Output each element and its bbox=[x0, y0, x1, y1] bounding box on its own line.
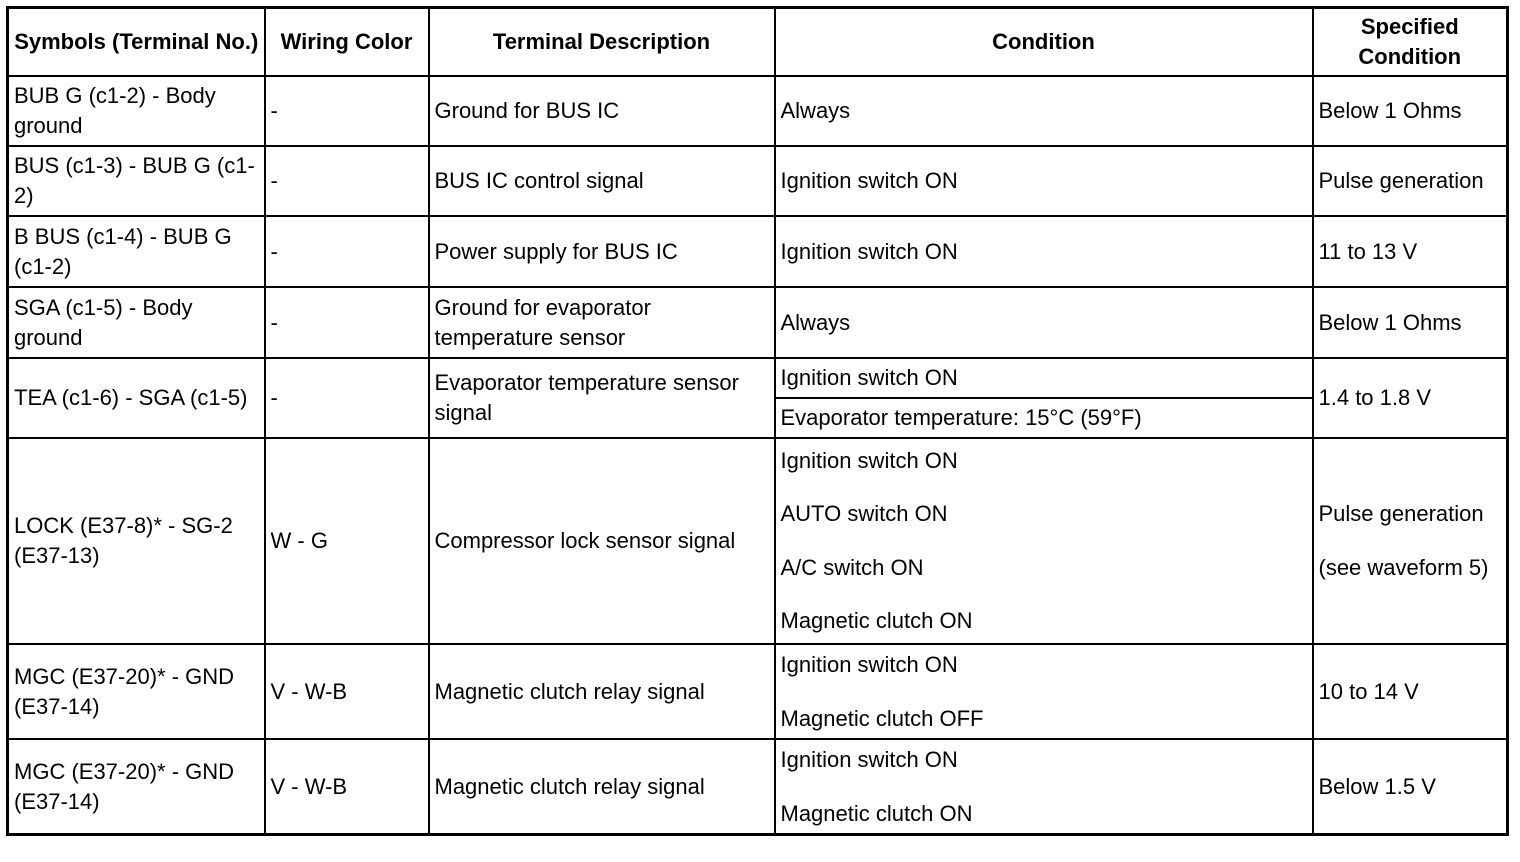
symbols-cell: TEA (c1-6) - SGA (c1-5) bbox=[8, 358, 265, 438]
condition-cell: Ignition switch ON bbox=[775, 358, 1313, 398]
description-cell: Magnetic clutch relay signal bbox=[429, 739, 775, 835]
header-symbols: Symbols (Terminal No.) bbox=[8, 8, 265, 77]
description-cell: Magnetic clutch relay signal bbox=[429, 644, 775, 739]
symbols-cell: B BUS (c1-4) - BUB G (c1-2) bbox=[8, 216, 265, 287]
condition-cell: Always bbox=[775, 76, 1313, 146]
specified-cell bbox=[1313, 438, 1508, 644]
table-row bbox=[8, 287, 1508, 358]
specified-cell: Below 1.5 V bbox=[1313, 739, 1508, 835]
header-specified-condition: Specified Condition bbox=[1313, 8, 1508, 77]
condition-item: Ignition switch ON bbox=[780, 746, 958, 772]
symbols-cell: LOCK (E37-8)* - SG-2 (E37-13) bbox=[8, 438, 265, 644]
condition-item: AUTO switch ON bbox=[780, 501, 948, 527]
specified-cell: 11 to 13 V bbox=[1313, 216, 1508, 287]
header-terminal-description: Terminal Description bbox=[429, 8, 775, 77]
description-cell: BUS IC control signal bbox=[429, 146, 775, 216]
condition-item: Ignition switch ON bbox=[780, 651, 958, 677]
symbols-cell: MGC (E37-20)* - GND (E37-14) bbox=[8, 644, 265, 739]
table-row bbox=[8, 76, 1508, 146]
header-row bbox=[8, 8, 1508, 77]
wiring-cell: V - W-B bbox=[265, 644, 429, 739]
condition-item: Magnetic clutch ON bbox=[780, 607, 973, 633]
condition-item: Ignition switch ON bbox=[780, 448, 958, 473]
condition-cell: Ignition switch ON bbox=[775, 216, 1313, 287]
terminal-spec-table-wrapper bbox=[6, 6, 1509, 836]
specified-cell: 1.4 to 1.8 V bbox=[1313, 358, 1508, 438]
wiring-cell: W - G bbox=[265, 438, 429, 644]
specified-note: (see waveform 5) bbox=[1318, 555, 1489, 580]
table-row bbox=[8, 358, 1508, 398]
condition-cell bbox=[775, 644, 1313, 739]
specified-value: Pulse generation bbox=[1318, 501, 1484, 526]
table-row bbox=[8, 216, 1508, 287]
symbols-cell: MGC (E37-20)* - GND (E37-14) bbox=[8, 739, 265, 835]
symbols-cell: BUB G (c1-2) - Body ground bbox=[8, 76, 265, 146]
condition-cell: Evaporator temperature: 15°C (59°F) bbox=[775, 398, 1313, 438]
table-row bbox=[8, 739, 1508, 835]
wiring-cell: V - W-B bbox=[265, 739, 429, 835]
description-cell: Ground for BUS IC bbox=[429, 76, 775, 146]
symbols-cell: BUS (c1-3) - BUB G (c1-2) bbox=[8, 146, 265, 216]
condition-item: Magnetic clutch ON bbox=[780, 800, 973, 826]
condition-item: Magnetic clutch OFF bbox=[780, 705, 984, 731]
wiring-cell: - bbox=[265, 358, 429, 438]
header-wiring-color: Wiring Color bbox=[265, 8, 429, 77]
table-row bbox=[8, 438, 1508, 644]
wiring-cell: - bbox=[265, 216, 429, 287]
description-cell: Power supply for BUS IC bbox=[429, 216, 775, 287]
condition-cell: Always bbox=[775, 287, 1313, 358]
terminal-spec-table bbox=[6, 6, 1509, 836]
wiring-cell: - bbox=[265, 287, 429, 358]
condition-cell bbox=[775, 739, 1313, 835]
condition-cell: Ignition switch ON bbox=[775, 146, 1313, 216]
specified-cell: 10 to 14 V bbox=[1313, 644, 1508, 739]
specified-cell: Below 1 Ohms bbox=[1313, 76, 1508, 146]
specified-cell: Pulse generation bbox=[1313, 146, 1508, 216]
description-cell: Ground for evaporator temperature sensor bbox=[429, 287, 775, 358]
description-cell: Evaporator temperature sensor signal bbox=[429, 358, 775, 438]
wiring-cell: - bbox=[265, 76, 429, 146]
condition-item: A/C switch ON bbox=[780, 554, 924, 580]
table-row bbox=[8, 644, 1508, 739]
wiring-cell: - bbox=[265, 146, 429, 216]
condition-cell bbox=[775, 438, 1313, 644]
table-row bbox=[8, 146, 1508, 216]
description-cell: Compressor lock sensor signal bbox=[429, 438, 775, 644]
specified-cell: Below 1 Ohms bbox=[1313, 287, 1508, 358]
header-condition: Condition bbox=[775, 8, 1313, 77]
symbols-cell: SGA (c1-5) - Body ground bbox=[8, 287, 265, 358]
